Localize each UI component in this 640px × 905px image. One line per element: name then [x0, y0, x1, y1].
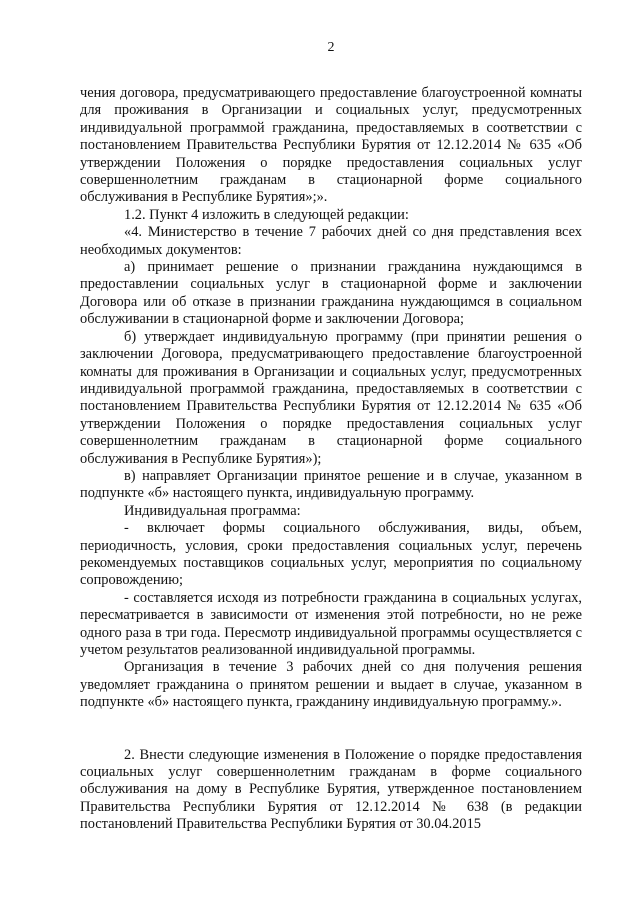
paragraph-program-includes: - включает формы социального обслуживания, виды, объем, периодичность, условия, сроки предоставления социальных услуг, перечень рекомендуемых поставщиков социальных услуг, мероприятия по социальному сопровождению; — [80, 520, 582, 589]
page-number: 2 — [327, 40, 335, 55]
paragraph-item-4: «4. Министерство в течение 7 рабочих дней со дня представления всех необходимых документов: — [80, 224, 582, 258]
paragraph-subitem-v: в) направляет Организации принятое решение и в случае, указанном в подпункте «б» настоящего пункта, индивидуальную программу. — [80, 467, 582, 502]
paragraph-item-2: 2. Внести следующие изменения в Положение о порядке предоставления социальных услуг совершеннолетним гражданам в форме социального обслуживания на дому в Республике Бурятия, утвержденное постановлением Правительства Республики Бурятия от 12.12.2014 № 638 (в редакции постановлений Правительства Республики Бурятия от 30.04.2015 — [80, 746, 582, 833]
paragraph-subitem-a: а) принимает решение о признании гражданина нуждающимся в предоставлении социальных услуг в стационарной форме и заключении Договора или об отказе в признании гражданина нуждающимся в социальном обслуживании в стационарной форме и заключении Договора; — [80, 259, 582, 328]
paragraph-organization-notice: Организация в течение 3 рабочих дней со дня получения решения уведомляет гражданина о принятом решении и выдает в случае, указанном в подпункте «б» настоящего пункта, гражданину индивидуальную программу.». — [80, 659, 582, 711]
paragraph-program-composed: - составляется исходя из потребности гражданина в социальных услугах, пересматривается в зависимости от изменения этой потребности, но не реже одного раза в три года. Пересмотр индивидуальной программы осуществляется с учетом результатов реализованной индивидуальной программы. — [80, 589, 582, 658]
paragraph-program-heading: Индивидуальная программа: — [124, 502, 301, 519]
paragraph-continuation: чения договора, предусматривающего предоставление благоустроенной комнаты для проживания в Организации и социальных услуг, предусмотренных индивидуальной программой гражданина, предоставляемых в соответствии с постановлением Правительства Республики Бурятия от 12.12.2014 № 635 «Об утверждении Положения о порядке предоставления социальных услуг совершеннолетним гражданам в стационарной форме социального обслуживания в Республике Бурятия»;». — [80, 85, 582, 206]
document-body — [80, 85, 582, 834]
paragraph-subitem-b: б) утверждает индивидуальную программу (при принятии решения о заключении Договора, предусматривающего предоставление благоустроенной комнаты для проживания в Организации и социальных услуг, предусмотренных индивидуальной программой гражданина, предоставляемых в соответствии с постановлением Правительства Республики Бурятия от 12.12.2014 № 635 «Об утверждении Положения о порядке предоставления социальных услуг совершеннолетним гражданам в стационарной форме социального обслуживания в Республике Бурятия»); — [80, 328, 582, 467]
paragraph-item-1-2: 1.2. Пункт 4 изложить в следующей редакции: — [124, 206, 409, 223]
